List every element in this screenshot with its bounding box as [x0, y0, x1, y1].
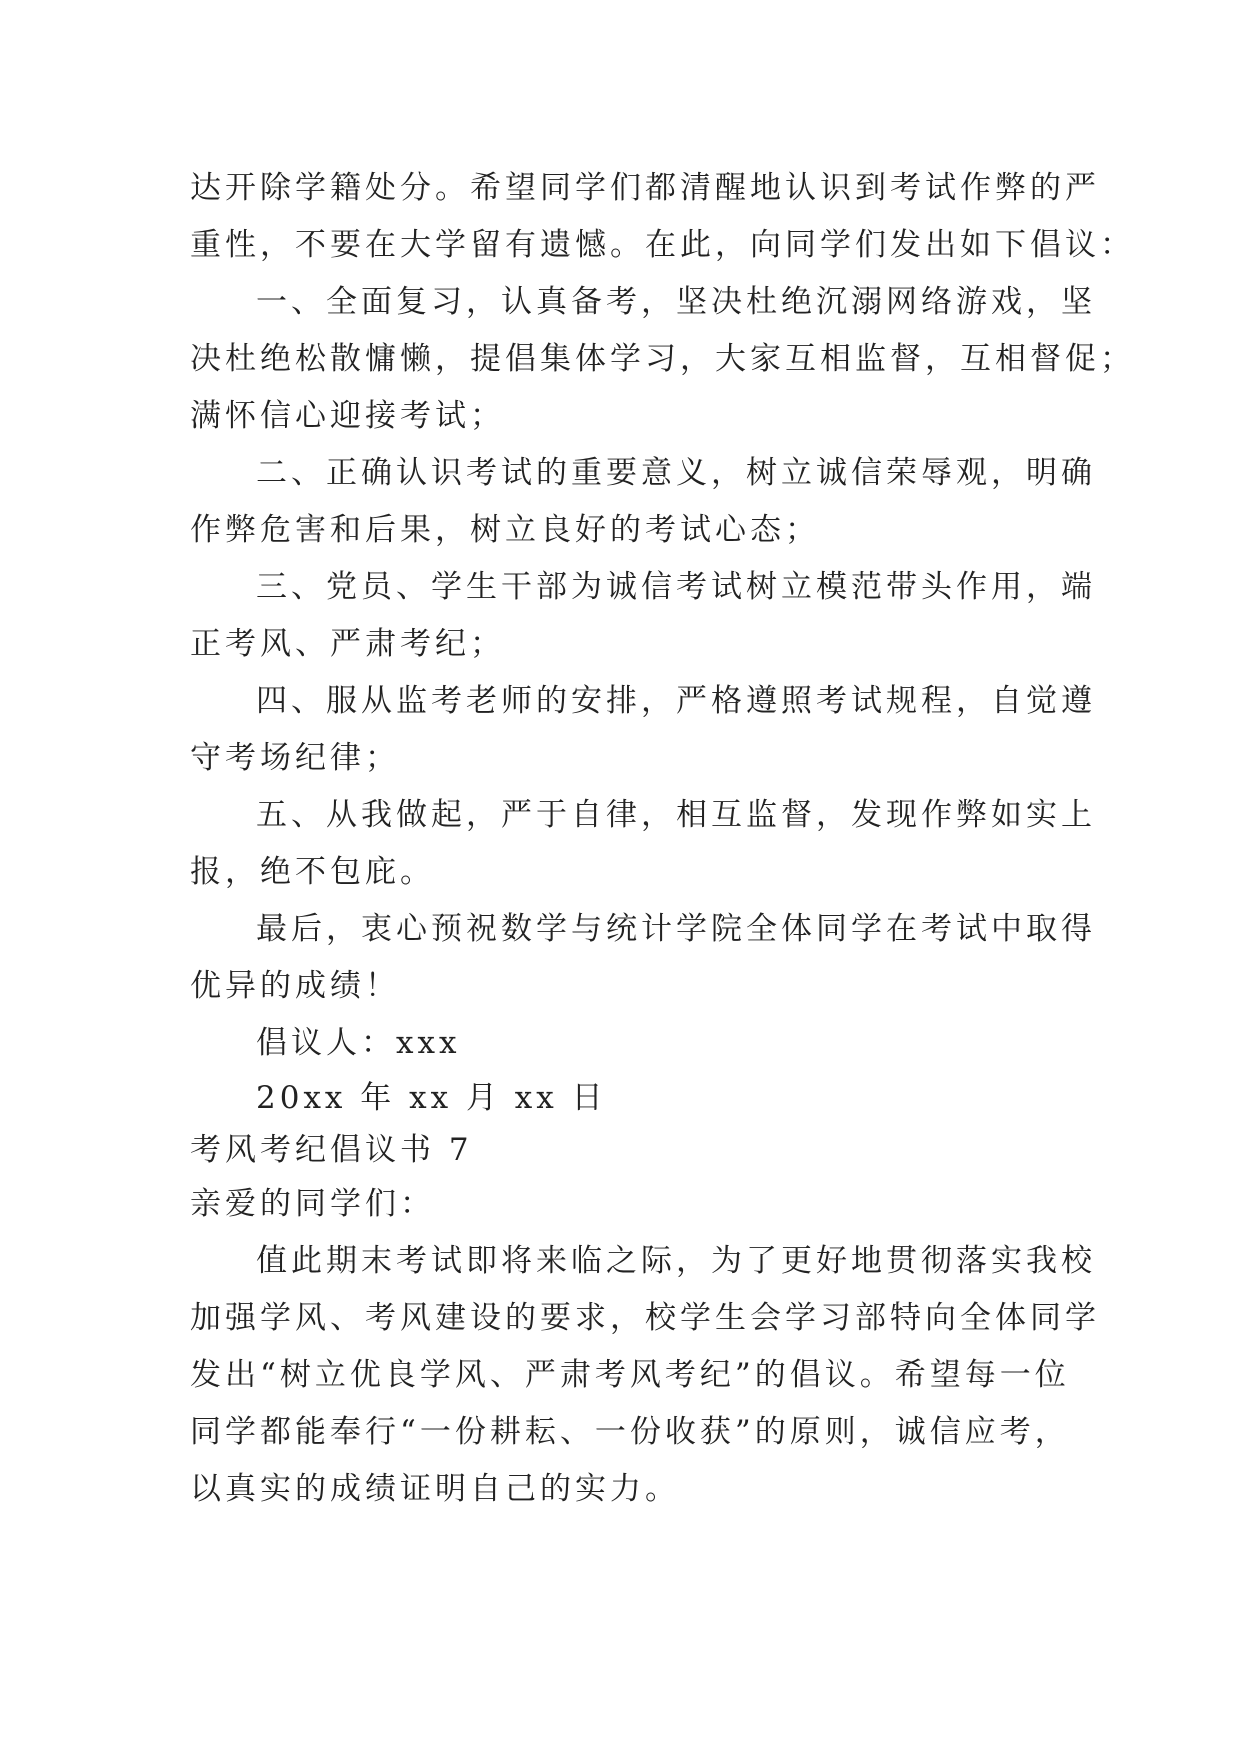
paragraph-line: 决杜绝松散慵懒，提倡集体学习，大家互相监督，互相督促； [190, 341, 1135, 377]
paragraph-line: 守考场纪律； [190, 740, 400, 776]
salutation: 亲爱的同学们： [190, 1186, 435, 1222]
paragraph-line: 作弊危害和后果，树立良好的考试心态； [190, 512, 820, 548]
signature-proposer: 倡议人：xxx [256, 1025, 461, 1061]
proposal-item-3: 三、党员、学生干部为诚信考试树立模范带头作用，端 [256, 569, 1096, 605]
signature-date: 20xx 年 xx 月 xx 日 [256, 1080, 607, 1116]
section-heading: 考风考纪倡议书 7 [190, 1132, 473, 1168]
paragraph-line: 优异的成绩！ [190, 968, 400, 1004]
proposal-item-4: 四、服从监考老师的安排，严格遵照考试规程，自觉遵 [256, 683, 1096, 719]
intro-paragraph: 值此期末考试即将来临之际，为了更好地贯彻落实我校 [256, 1243, 1096, 1279]
closing-paragraph: 最后，衷心预祝数学与统计学院全体同学在考试中取得 [256, 911, 1096, 947]
proposal-item-1: 一、全面复习，认真备考，坚决杜绝沉溺网络游戏，坚 [256, 284, 1096, 320]
paragraph-line: 满怀信心迎接考试； [190, 398, 505, 434]
paragraph-line: 重性，不要在大学留有遗憾。在此，向同学们发出如下倡议： [190, 227, 1135, 263]
paragraph-line: 报，绝不包庇。 [190, 854, 435, 890]
paragraph-line: 达开除学籍处分。希望同学们都清醒地认识到考试作弊的严 [190, 170, 1100, 206]
paragraph-line: 以真实的成绩证明自己的实力。 [190, 1471, 680, 1507]
document-body [190, 160, 1135, 1518]
proposal-item-2: 二、正确认识考试的重要意义，树立诚信荣辱观，明确 [256, 455, 1096, 491]
proposal-item-5: 五、从我做起，严于自律，相互监督，发现作弊如实上 [256, 797, 1096, 833]
paragraph-line: 正考风、严肃考纪； [190, 626, 505, 662]
paragraph-line: 加强学风、考风建设的要求，校学生会学习部特向全体同学 [190, 1300, 1100, 1336]
paragraph-line: 同学都能奉行“一份耕耘、一份收获”的原则，诚信应考， [190, 1414, 1070, 1450]
paragraph-line: 发出“树立优良学风、严肃考风考纪”的倡议。希望每一位 [190, 1357, 1070, 1393]
